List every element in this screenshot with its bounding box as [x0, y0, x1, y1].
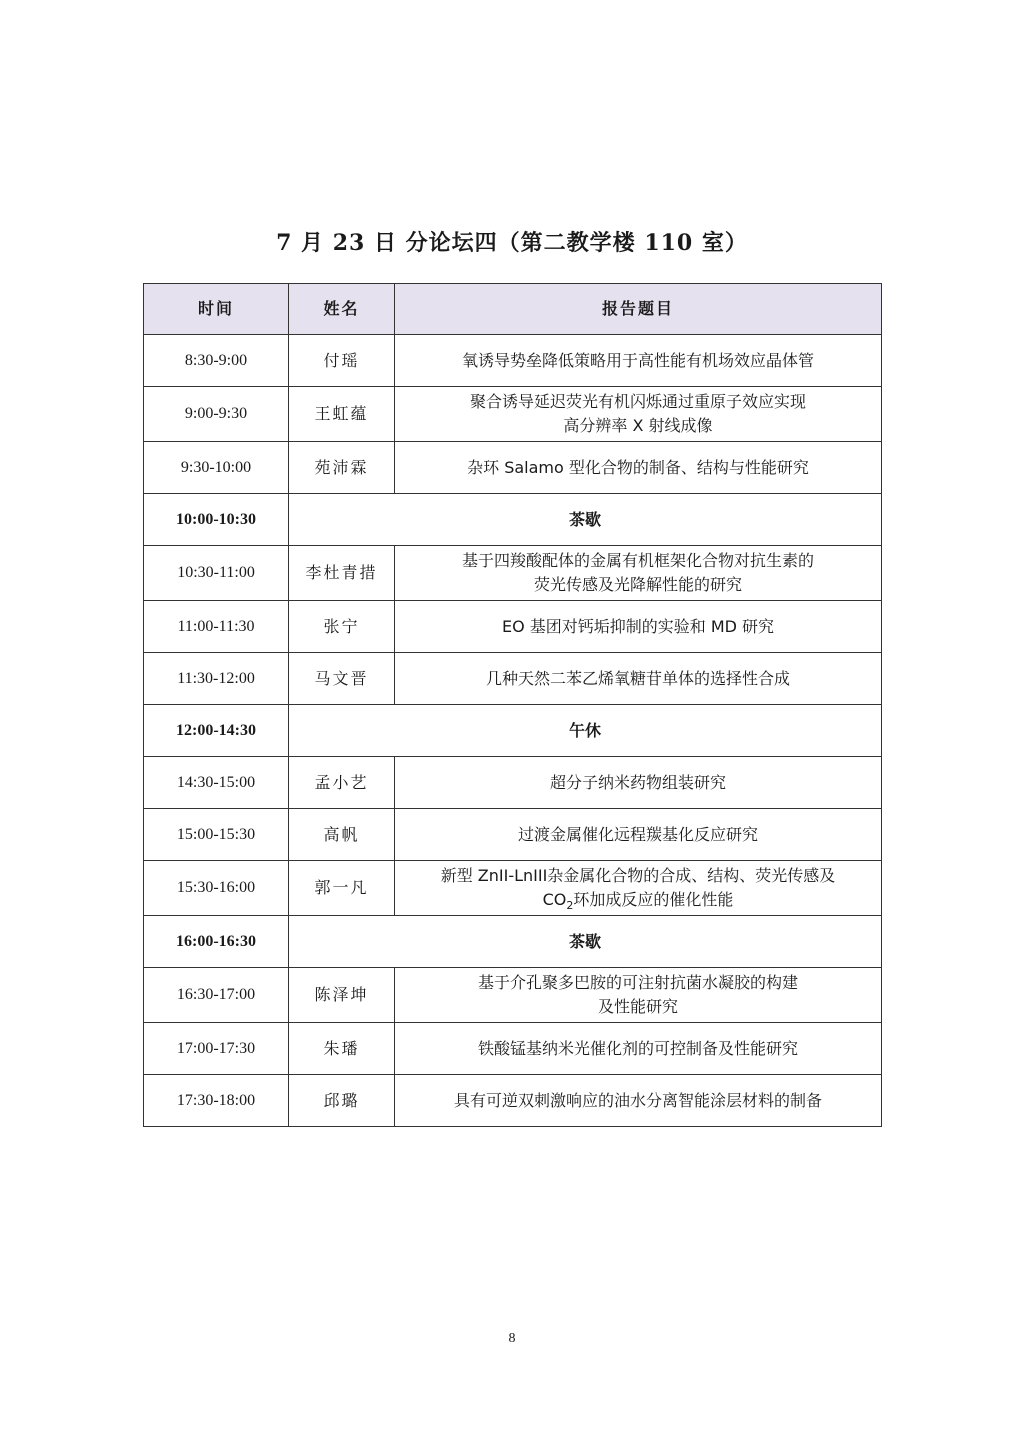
row-speaker: 付瑶	[289, 335, 395, 387]
row-speaker: 王虹蕴	[289, 387, 395, 442]
topic-line: 高分辨率 X 射线成像	[563, 416, 713, 435]
table-row	[144, 968, 882, 1023]
row-speaker: 张宁	[289, 601, 395, 653]
break-label: 茶歇	[289, 494, 882, 546]
row-speaker: 朱璠	[289, 1023, 395, 1075]
row-time: 10:30-11:00	[144, 546, 289, 601]
row-speaker: 李杜青措	[289, 546, 395, 601]
row-topic	[395, 1023, 882, 1075]
row-speaker: 孟小艺	[289, 757, 395, 809]
table-row	[144, 653, 882, 705]
header-time: 时间	[144, 284, 289, 335]
topic-line: 基于四羧酸配体的金属有机框架化合物对抗生素的	[461, 551, 814, 570]
row-speaker: 郭一凡	[289, 861, 395, 916]
row-time: 8:30-9:00	[144, 335, 289, 387]
break-row	[144, 494, 882, 546]
row-speaker: 苑沛霖	[289, 442, 395, 494]
break-row	[144, 705, 882, 757]
topic-line: EO 基团对钙垢抑制的实验和 MD 研究	[501, 616, 775, 636]
row-time: 15:30-16:00	[144, 861, 289, 916]
row-time: 14:30-15:00	[144, 757, 289, 809]
row-topic	[395, 546, 882, 601]
table-row	[144, 601, 882, 653]
table-header-row	[144, 284, 882, 335]
row-time: 11:00-11:30	[144, 601, 289, 653]
table-row	[144, 757, 882, 809]
table-row	[144, 1075, 882, 1127]
break-label: 午休	[289, 705, 882, 757]
row-time: 9:30-10:00	[144, 442, 289, 494]
header-name: 姓名	[289, 284, 395, 335]
topic-line: 杂环 Salamo 型化合物的制备、结构与性能研究	[467, 457, 809, 477]
schedule-table	[143, 283, 882, 1127]
row-topic	[395, 601, 882, 653]
topic-formula: CO	[542, 890, 567, 909]
row-time: 11:30-12:00	[144, 653, 289, 705]
row-topic	[395, 442, 882, 494]
topic-line: 荧光传感及光降解性能的研究	[533, 575, 742, 594]
row-time: 17:00-17:30	[144, 1023, 289, 1075]
row-topic	[395, 1075, 882, 1127]
row-topic	[395, 968, 882, 1023]
row-time: 15:00-15:30	[144, 809, 289, 861]
row-topic	[395, 387, 882, 442]
table-row	[144, 546, 882, 601]
row-topic	[395, 335, 882, 387]
topic-subscript: 2	[566, 899, 574, 913]
table-row	[144, 861, 882, 916]
table-row	[144, 442, 882, 494]
page-number: 8	[508, 1331, 516, 1346]
topic-line: 铁酸锰基纳米光催化剂的可控制备及性能研究	[477, 1038, 798, 1058]
break-row	[144, 916, 882, 968]
row-topic	[395, 757, 882, 809]
topic-line: 基于介孔聚多巴胺的可注射抗菌水凝胶的构建	[477, 973, 798, 992]
row-time: 17:30-18:00	[144, 1075, 289, 1127]
row-topic	[395, 653, 882, 705]
topic-line	[542, 890, 734, 913]
topic-line: 氧诱导势垒降低策略用于高性能有机场效应晶体管	[461, 350, 814, 370]
topic-line: 过渡金属催化远程羰基化反应研究	[517, 824, 758, 844]
table-row	[144, 1023, 882, 1075]
topic-line: 聚合诱导延迟荧光有机闪烁通过重原子效应实现	[469, 392, 806, 411]
row-speaker: 邱璐	[289, 1075, 395, 1127]
topic-line: 超分子纳米药物组装研究	[549, 772, 726, 792]
table-row	[144, 387, 882, 442]
row-time: 9:00-9:30	[144, 387, 289, 442]
row-time: 16:30-17:00	[144, 968, 289, 1023]
row-speaker: 马文晋	[289, 653, 395, 705]
table-row	[144, 335, 882, 387]
row-topic	[395, 861, 882, 916]
topic-line: 几种天然二苯乙烯氧糖苷单体的选择性合成	[485, 668, 790, 688]
page-title: 7 月 23 日 分论坛四（第二教学楼 110 室）	[276, 230, 748, 256]
topic-line: 具有可逆双刺激响应的油水分离智能涂层材料的制备	[453, 1090, 822, 1110]
table-row	[144, 809, 882, 861]
row-speaker: 高帆	[289, 809, 395, 861]
break-label: 茶歇	[289, 916, 882, 968]
row-speaker: 陈泽坤	[289, 968, 395, 1023]
row-time: 10:00-10:30	[144, 494, 289, 546]
row-topic	[395, 809, 882, 861]
header-topic: 报告题目	[395, 284, 882, 335]
topic-line-rest: 环加成反应的催化性能	[573, 890, 734, 909]
topic-line: 及性能研究	[597, 997, 678, 1016]
row-time: 16:00-16:30	[144, 916, 289, 968]
topic-line: 新型 ZnII-LnIII杂金属化合物的合成、结构、荧光传感及	[440, 866, 836, 885]
row-time: 12:00-14:30	[144, 705, 289, 757]
